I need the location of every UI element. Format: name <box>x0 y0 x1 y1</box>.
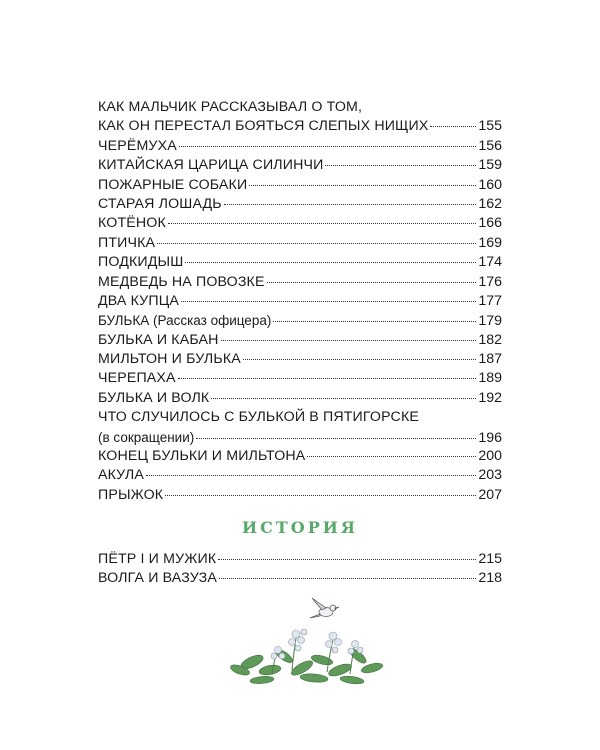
toc-entry-line <box>98 195 502 214</box>
dot-leader <box>219 578 476 579</box>
bird-and-flowers-illustration <box>222 590 392 690</box>
toc-entry-line <box>98 311 502 330</box>
toc-entry-title: ПОДКИДЫШ <box>98 254 184 271</box>
toc-page-number: 215 <box>478 551 502 567</box>
dot-leader <box>267 282 477 283</box>
toc-page-number: 156 <box>478 137 502 154</box>
toc-entry-title: БУЛЬКА (Рассказ офицера) <box>98 313 272 329</box>
toc-entry-line <box>98 292 502 311</box>
toc-entry-title: ЧТО СЛУЧИЛОСЬ С БУЛЬКОЙ В ПЯТИГОРСКЕ <box>98 409 419 426</box>
toc-entry-line <box>98 466 502 485</box>
toc-page-number: 207 <box>478 486 502 503</box>
dot-leader <box>243 359 476 360</box>
dot-leader <box>168 223 476 224</box>
toc-entry-title: ПОЖАРНЫЕ СОБАКИ <box>98 176 248 193</box>
toc-page-number: 192 <box>478 389 502 406</box>
dot-leader <box>224 204 477 205</box>
toc-entry-title: КОНЕЦ БУЛЬКИ И МИЛЬТОНА <box>98 448 306 465</box>
flower-clusters <box>271 629 363 659</box>
toc-entry-line <box>98 428 502 447</box>
toc-page-number: 176 <box>478 273 502 290</box>
dot-leader <box>218 559 476 560</box>
toc-entry-title: КАК ОН ПЕРЕСТАЛ БОЯТЬСЯ СЛЕПЫХ НИЩИХ <box>98 118 429 135</box>
toc-page-number: 160 <box>478 176 502 193</box>
toc-entry-line <box>98 447 502 466</box>
toc-page-number: 174 <box>478 254 502 271</box>
dot-leader <box>196 438 476 439</box>
toc-page-number: 169 <box>478 234 502 251</box>
dot-leader <box>181 301 476 302</box>
toc-entry-title: БУЛЬКА И ВОЛК <box>98 389 210 406</box>
dot-leader <box>146 475 476 476</box>
toc-page-number: 182 <box>478 331 502 348</box>
toc-entry-line <box>98 98 502 117</box>
toc-entry-title: БУЛЬКА И КАБАН <box>98 331 219 348</box>
toc-main-list <box>98 98 502 505</box>
toc-page-number: 218 <box>478 570 502 587</box>
dot-leader <box>307 456 476 457</box>
toc-history-list <box>98 550 502 589</box>
toc-entry-title: СТАРАЯ ЛОШАДЬ <box>98 195 222 212</box>
dot-leader <box>157 243 476 244</box>
toc-entry-line <box>98 369 502 388</box>
toc-entry-title: КОТЁНОК <box>98 215 166 232</box>
toc-entry-title: ВОЛГА И ВАЗУЗА <box>98 570 217 587</box>
dot-leader <box>273 321 476 322</box>
toc-page-number: 196 <box>478 429 502 446</box>
dot-leader <box>165 495 476 496</box>
toc-entry-line <box>98 156 502 175</box>
toc-entry-line <box>98 176 502 195</box>
toc-entry-line <box>98 253 502 272</box>
toc-entry-title: МИЛЬТОН И БУЛЬКА <box>98 351 241 368</box>
toc-page-number: 203 <box>478 467 502 484</box>
toc-entry-line <box>98 137 502 156</box>
toc-entry-title: ПЁТР I И МУЖИК <box>98 551 217 567</box>
toc-page-number: 166 <box>478 215 502 232</box>
toc-entry-line <box>98 117 502 136</box>
bird <box>310 598 339 618</box>
toc-entry-title: КАК МАЛЬЧИК РАССКАЗЫВАЛ О ТОМ, <box>98 99 363 115</box>
dot-leader <box>221 340 477 341</box>
toc-entry-line <box>98 569 502 588</box>
toc-page-number: 200 <box>478 448 502 465</box>
toc-entry-title: МЕДВЕДЬ НА ПОВОЗКЕ <box>98 273 265 290</box>
toc-page-number: 159 <box>478 157 502 174</box>
toc-page-number: 162 <box>478 195 502 212</box>
dot-leader <box>249 185 476 186</box>
dot-leader <box>185 262 476 263</box>
toc-entry-title: КИТАЙСКАЯ ЦАРИЦА СИЛИНЧИ <box>98 157 324 174</box>
toc-entry-title: ПРЫЖОК <box>98 486 164 503</box>
toc-entry-line <box>98 331 502 350</box>
dot-leader <box>179 146 477 147</box>
toc-entry-title: ЧЕРЁМУХА <box>98 137 177 154</box>
toc-entry-title: ЧЕРЕПАХА <box>98 370 176 387</box>
toc-page-number: 179 <box>478 313 502 330</box>
toc-entry-title: АКУЛА <box>98 467 144 484</box>
toc-entry-line <box>98 273 502 292</box>
dot-leader <box>325 165 476 166</box>
dot-leader <box>178 378 477 379</box>
toc-entry-line <box>98 486 502 505</box>
toc-entry-title: ДВА КУПЦА <box>98 292 179 309</box>
toc-page-number: 177 <box>478 292 502 309</box>
section-heading-history: ИСТОРИЯ <box>242 518 358 537</box>
toc-page-number: 187 <box>478 351 502 368</box>
toc-entry-title: (в сокращении) <box>98 429 195 445</box>
toc-entry-line <box>98 214 502 233</box>
dot-leader <box>211 398 476 399</box>
toc-entry-line <box>98 408 502 427</box>
toc-entry-line <box>98 389 502 408</box>
toc-page-number: 155 <box>478 118 502 135</box>
toc-entry-line <box>98 234 502 253</box>
dot-leader <box>430 126 476 127</box>
toc-entry-title: ПТИЧКА <box>98 234 156 251</box>
toc-page-number: 189 <box>478 370 502 387</box>
toc-entry-line <box>98 550 502 569</box>
toc-entry-line <box>98 350 502 369</box>
